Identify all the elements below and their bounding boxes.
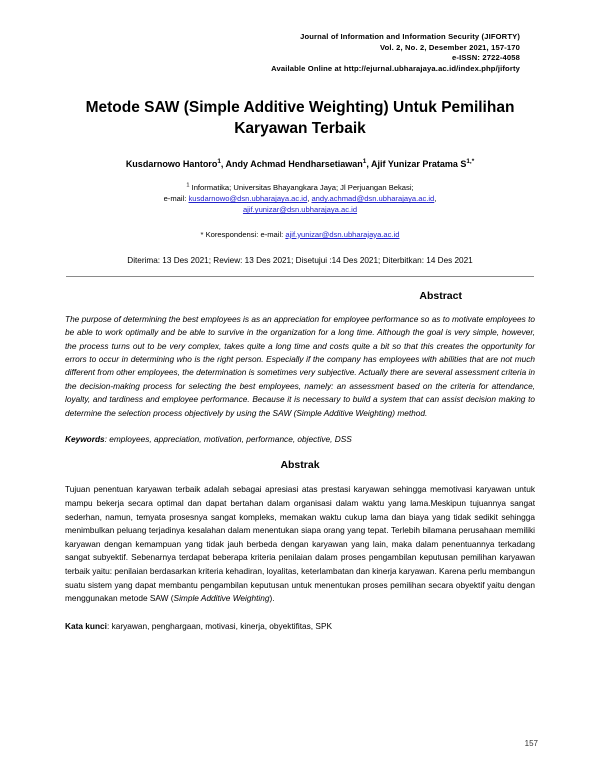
abstract-heading: Abstract xyxy=(419,289,462,302)
correspondence-line xyxy=(60,229,540,240)
katakunci-line xyxy=(60,620,540,634)
publication-dates: Diterima: 13 Des 2021; Review: 13 Des 2021; Disetujui :14 Des 2021; Diterbitkan: 14 Des 2021 xyxy=(127,255,473,265)
abstrak-body-part-1: Tujuan penentuan karyawan terbaik adalah sebagai apresiasi atas prestasi karyawan sehingga memotivasi karyawan untuk mampu bekerja secara optimal dan dapat bertahan dalam organisasi dalam waktu yang lama.Meskipun tujuannya sangat sederhan, namun, temyata prosesnya sangat kompleks, memakan waktu cukup lama dan biaya yang tidak sedikit sehingga menimbulkan peluang terjadinya kesalahan dalam menentukan siapa orang yang tepat. Terlebih bilamana perusahaan memiliki karyawan dengan kemampuan yang tidak jauh berbeda dengan karyawan yang lain, maka dalam penentuannya terkadang sangat subyektif. Sebenarnya terdapat beberapa kriteria penilaian dalam proses pengambilan keputusan pemilihan karyawan terbaik yaitu: penilaian berdasarkan kriteria kehadiran, loyalitas, keterlambatan dan kinerja karyawan. Karena perlu membangun suatu sistem yang dapat membantu pengambilan keputusan untuk menentukan proses pemilihan secara obyektif yaitu dengan menggunakan metode SAW ( xyxy=(65,484,535,604)
katakunci-value: : karyawan, penghargaan, motivasi, kinerja, obyektifitas, SPK xyxy=(106,620,333,631)
correspondence-label: * Korespondensi: e-mail: xyxy=(200,229,286,239)
affiliation-email-separator-1: , xyxy=(307,194,312,204)
author-3-name: Ajif Yunizar Pratama S xyxy=(370,159,467,169)
abstract-body: The purpose of determining the best employees is as an appreciation for employee performance so as to motivate employees to be able to work optimally and be able to survive in the organization for a long time. Although the goal is very simple, however, the process turns out to be very complex, takes quite a long time and costs quite a bit so that this creates the opportunity for errors to occur in determining who is the right person. Especially if the company has employees with abilities that are not much different from other employees, the determination is sometimes very subjective. Actually there are several assessment criteria in the decision-making process for selecting the best employees, namely: an assessment based on the criteria for attendance, loyalty, and tardiness and employee performance. Because it is necessary to build a system that can assist decision making to determine the selection process objectively by using the SAW (Simple Additive Weighting) method. xyxy=(65,313,535,418)
author-list xyxy=(60,158,540,171)
author-1-affiliation-marker: 1 xyxy=(217,158,221,165)
keywords-value: : employees, appreciation, motivation, performance, objective, DSS xyxy=(104,434,352,445)
affiliation-email-label: e-mail: xyxy=(163,194,189,204)
author-2-name: Andy Achmad Hendharsetiawan xyxy=(225,159,363,169)
correspondence-email[interactable]: ajif.yunizar@dsn.ubharajaya.ac.id xyxy=(285,229,400,239)
abstrak-body xyxy=(60,483,540,605)
masthead-volume-issue: Vol. 2, No. 2, Desember 2021, 157-170 xyxy=(379,42,520,52)
journal-masthead xyxy=(60,32,540,74)
affiliation-email-2[interactable]: andy.achmad@dsn.ubharajaya.ac.id xyxy=(311,194,435,204)
author-2-affiliation-marker: 1 xyxy=(362,158,367,165)
affiliation-email-3[interactable]: ajif.yunizar@dsn.ubharajaya.ac.id xyxy=(242,205,358,215)
abstrak-body-part-2: ). xyxy=(269,593,275,604)
affiliation-email-separator-2: , xyxy=(434,194,437,204)
affiliation-email-1[interactable]: kusdarnowo@dsn.ubharajaya.ac.id xyxy=(188,194,308,204)
page-number: 157 xyxy=(524,739,538,748)
masthead-online-url: Available Online at http://ejurnal.ubharajaya.ac.id/index.php/jiforty xyxy=(271,63,520,73)
author-separator-1: , xyxy=(220,159,226,169)
keywords-line xyxy=(60,433,540,446)
author-separator-2: , xyxy=(366,159,371,169)
affiliation-text: Informatika; Universitas Bhayangkara Jaya; Jl Perjuangan Bekasi; xyxy=(189,183,414,192)
abstrak-body-italic-term: Simple Additive Weighting xyxy=(173,593,270,604)
author-1-name: Kusdarnowo Hantoro xyxy=(125,159,218,169)
masthead-journal-name: Journal of Information and Information Security (JIFORTY) xyxy=(300,32,520,41)
affiliation-marker: 1 xyxy=(186,182,190,189)
header-divider xyxy=(66,276,534,277)
paper-title: Metode SAW (Simple Additive Weighting) Untuk Pemilihan Karyawan Terbaik xyxy=(85,99,515,137)
abstrak-heading: Abstrak xyxy=(280,459,320,472)
keywords-label: Keywords xyxy=(65,434,105,445)
masthead-eissn: e-ISSN: 2722-4058 xyxy=(452,53,520,62)
affiliation-block xyxy=(60,182,540,216)
katakunci-label: Kata kunci xyxy=(65,620,107,631)
author-3-affiliation-marker: 1,* xyxy=(466,158,475,165)
